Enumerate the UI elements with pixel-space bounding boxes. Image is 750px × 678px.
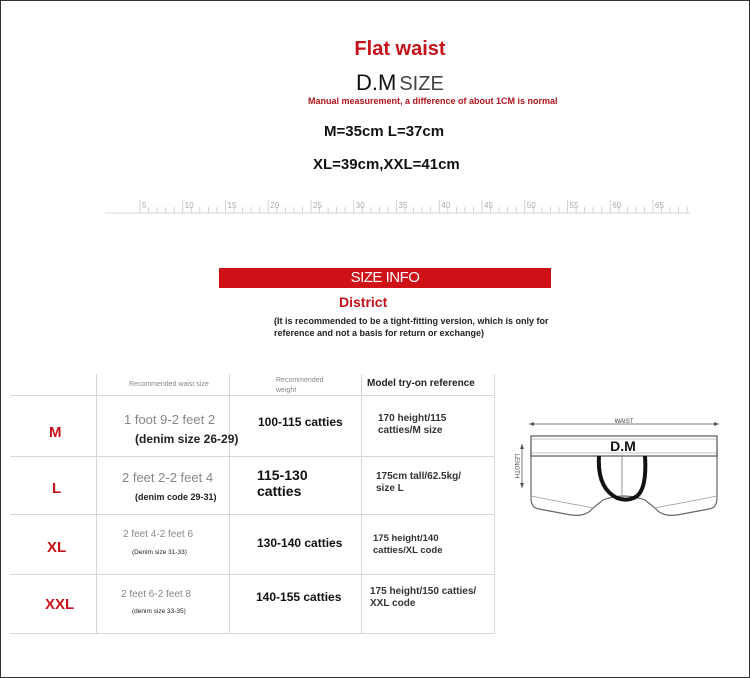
header-waist: Recommended waist size bbox=[129, 381, 209, 388]
model-line-1: 170 height/115 bbox=[378, 413, 447, 424]
ruler-label: 55 bbox=[569, 201, 579, 210]
weight-range: 130-140 catties bbox=[257, 536, 343, 550]
weight-line-1: 115-130 bbox=[257, 467, 308, 483]
ruler-label: 10 bbox=[184, 201, 194, 210]
brand-name: D.M bbox=[356, 70, 397, 95]
model-reference bbox=[373, 533, 443, 557]
model-line-1: 175 height/140 bbox=[373, 533, 439, 544]
size-label-xxl: XXL bbox=[45, 596, 75, 613]
length-label: LENGTH bbox=[513, 453, 519, 479]
denim-size: (Denim size 31-33) bbox=[132, 549, 187, 556]
column-divider bbox=[229, 374, 230, 634]
ruler-label: 15 bbox=[227, 201, 237, 210]
header-weight-line-1: Recommended bbox=[276, 377, 324, 384]
size-info-banner: SIZE INFO bbox=[219, 268, 551, 288]
ruler-ticks bbox=[140, 200, 687, 213]
weight-line-2: catties bbox=[257, 483, 302, 499]
waist-range: 2 feet 6-2 feet 8 bbox=[121, 589, 192, 600]
measurement-line-2: XL=39cm,XXL=41cm bbox=[313, 156, 460, 173]
waist-label: WAIST bbox=[614, 419, 634, 425]
recommendation-line-2: reference and not a basis for return or exchange) bbox=[274, 328, 485, 338]
model-line-2: catties/M size bbox=[378, 425, 443, 436]
row-divider bbox=[10, 456, 495, 457]
model-line-1: 175cm tall/62.5kg/ bbox=[376, 471, 462, 482]
recommendation-line-1: (It is recommended to be a tight-fitting version, which is only for bbox=[274, 316, 549, 326]
recommendation-note bbox=[274, 315, 549, 339]
diagram-brand: D.M bbox=[610, 438, 636, 454]
arrow-up-icon bbox=[520, 444, 524, 449]
model-reference bbox=[370, 586, 476, 610]
ruler-label: 40 bbox=[441, 201, 451, 210]
ruler-label: 30 bbox=[355, 201, 365, 210]
model-reference bbox=[376, 471, 461, 495]
size-label-l: L bbox=[52, 480, 62, 497]
size-label-xl: XL bbox=[47, 539, 67, 556]
measuring-ruler bbox=[0, 196, 750, 220]
header-divider bbox=[10, 395, 495, 396]
measurement-line-1: M=35cm L=37cm bbox=[324, 123, 445, 140]
model-line-2: XXL code bbox=[370, 598, 416, 609]
brand-size-heading bbox=[356, 70, 444, 96]
arrow-down-icon bbox=[520, 483, 524, 488]
denim-size: (denim size 33-35) bbox=[132, 608, 186, 615]
size-word: SIZE bbox=[399, 73, 444, 95]
weight-range: 100-115 catties bbox=[258, 415, 343, 429]
model-line-2: catties/XL code bbox=[373, 545, 443, 556]
row-divider bbox=[10, 514, 495, 515]
ruler-label: 60 bbox=[612, 201, 622, 210]
model-line-1: 175 height/150 catties/ bbox=[370, 586, 477, 597]
page-title: Flat waist bbox=[354, 38, 446, 60]
waist-range: 2 feet 2-2 feet 4 bbox=[122, 470, 214, 485]
measurement-note: Manual measurement, a difference of about 1CM is normal bbox=[308, 96, 558, 106]
column-divider bbox=[494, 374, 495, 634]
arrow-right-icon bbox=[714, 422, 719, 426]
waist-range: 1 foot 9-2 feet 2 bbox=[124, 412, 216, 427]
ruler-label: 35 bbox=[398, 201, 408, 210]
header-weight-line-2: weight bbox=[276, 387, 297, 394]
ruler-label: 20 bbox=[270, 201, 280, 210]
size-label-m: M bbox=[49, 424, 62, 441]
district-heading: District bbox=[339, 294, 388, 310]
ruler-label: 5 bbox=[142, 201, 147, 210]
model-reference bbox=[378, 413, 446, 437]
model-line-2: size L bbox=[376, 483, 404, 494]
weight-range: 140-155 catties bbox=[256, 590, 342, 604]
waist-range: 2 feet 4-2 feet 6 bbox=[123, 529, 194, 540]
table-bottom bbox=[10, 633, 495, 634]
size-table bbox=[10, 374, 495, 634]
column-divider bbox=[361, 374, 362, 634]
denim-size: (denim size 26-29) bbox=[135, 432, 239, 446]
header-model: Model try-on reference bbox=[367, 378, 475, 389]
ruler-label: 65 bbox=[655, 201, 664, 210]
weight-range bbox=[257, 467, 308, 499]
underwear-diagram bbox=[513, 416, 737, 531]
ruler-label: 45 bbox=[484, 201, 493, 210]
denim-size: (denim code 29-31) bbox=[135, 492, 217, 502]
ruler-label: 50 bbox=[526, 201, 536, 210]
arrow-left-icon bbox=[529, 422, 534, 426]
ruler-label: 25 bbox=[313, 201, 322, 210]
column-divider bbox=[96, 374, 97, 634]
ruler-labels bbox=[142, 201, 664, 210]
row-divider bbox=[10, 574, 495, 575]
